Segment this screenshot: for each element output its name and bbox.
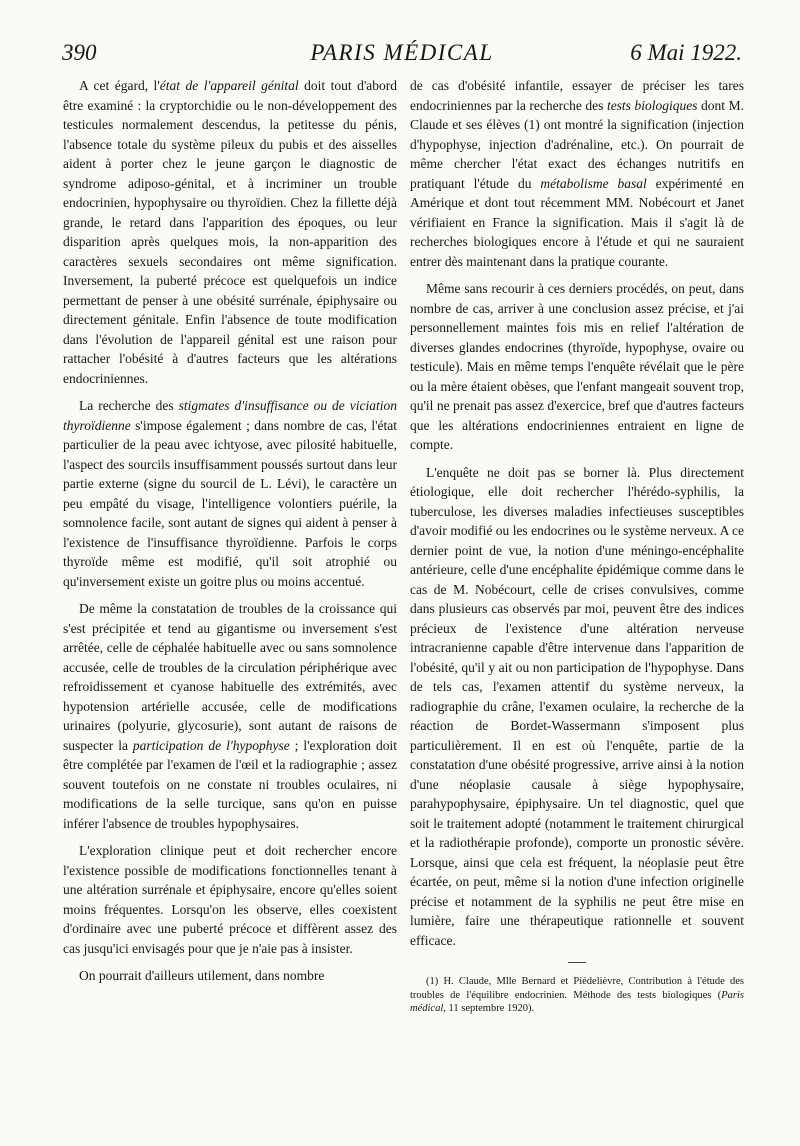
paragraph	[63, 76, 397, 388]
text-run: ; l'exploration doit être complétée par l'examen de l'œil et la radiographie ; assez souvent toutefois on ne constate ni troubles oculaires, ni modifications de la selle turcique, sans qu'on en puisse inférer l'absence de troubles hypophysaires.	[63, 737, 398, 831]
text-run: doit tout d'abord être examiné : la cryptorchidie ou le non-développement des testicules normalement descendus, la petitesse du pénis, l'absence totale du système pileux du pubis et des aisselles aident à porter chez le jeune garçon le diagnostic de syndrome adiposo-génital, et à incriminer un trouble endocrinien, hypophysaire ou thyroïdien. Chez la fillette déjà grande, le retard dans l'apparition des époques, ou leur disparition après quelques mois, la non-apparition des caractères sexuels secondaires ont même signification. Inversement, la puberté précoce est quelquefois un indice permettant de penser à une obésité surrénale, épiphysaire ou directement génitale. Enfin l'absence de toute modification dans l'évolution de l'appareil génital est une raison pour rattacher l'obésité à d'autres facteurs que les altérations endocriniennes.	[63, 78, 397, 386]
right-column	[410, 76, 744, 1016]
italic-text: état de l'appareil génital	[159, 78, 299, 93]
text-run: dont M. Claude et ses élèves (1) ont montré la signification (injection d'hypophyse, injection d'adrénaline, etc.). On pourrait de même chercher l'état exact des échanges nutritifs en pratiquant l'étude du	[410, 97, 744, 191]
text-run: expérimenté en Amérique et dont tout récemment MM. Nobécourt et Janet vérifiaient en France la signification. Mais il s'agit là de recherches biologiques encore à l'étude et qui ne sauraient entrer dès maintenant dans la pratique courante.	[410, 175, 744, 269]
text-run: , 11 septembre 1920).	[443, 1003, 535, 1014]
italic-text: tests biologiques	[606, 97, 698, 113]
italic-text: stigmates d'insuffisance ou de viciation thyroïdienne	[63, 398, 397, 433]
footnote-separator	[568, 962, 586, 963]
paragraph	[410, 279, 744, 455]
text-run: L'enquête ne doit pas se borner là. Plus directement étiologique, elle doit rechercher l'hérédo-syphilis, la tuberculose, les diverses maladies infectieuses susceptibles d'avoir modifié ou les endocrines ou le système nerveux. A ce dernier point de vue, la notion d'une méningo-encéphalite antérieure, celle d'une encéphalite épidémique comme dans le cas de M. Nobécourt, celle de crises convulsives, comme dans plusieurs cas observés par moi, peuvent être des indices précieux de l'existence d'une altération nerveuse intracranienne capable d'être intervenue dans l'apparition de l'obésité, qu'il y ait ou non participation de l'hypophyse. Dans de tels cas, l'examen attentif du système nerveux, la radiographie du crâne, l'examen oculaire, la recherche de la réaction de Bordet-Wassermann s'imposent plus particulièrement. Il en est où l'enquête, partie de la constatation d'une obésité progressive, arrive ainsi à la notion d'une néoplasie causale à siège hypophysaire, parahypophysaire, épiphysaire. Un tel diagnostic, quel que soit le traitement adopté (notamment le traitement chirurgical et la radiothérapie profonde), comporte un pronostic sévère. Lorsque, ainsi que cela est fréquent, la néoplasie peut être écartée, on peut, même si la notion d'une infection originelle précise et notamment de la syphilis ne peut être mise en lumière, faire une thérapeutique rationnelle et souvent efficace.	[410, 464, 744, 948]
text-run: de cas d'obésité infantile, essayer de préciser les tares endocriniennes par la recherche des	[410, 78, 744, 113]
text-run: Même sans recourir à ces derniers procédés, on peut, dans nombre de cas, arriver à une conclusion assez précise, et j'ai personnellement maintes fois mis en relief l'altération de diverses glandes endocrines (thyroïde, hypophyse, ovaire ou testicule). Mais en même temps l'enquête révélait que le père ou la mère étaient obèses, que l'enfant mangeait souvent trop, qu'il ne prenait pas assez d'exercice, bref que d'autres facteurs que les altérations endocriniennes entraient en ligne de compte.	[410, 281, 744, 452]
paragraph	[410, 76, 744, 271]
footnote	[410, 975, 744, 1016]
issue-date: 6 Mai 1922.	[630, 40, 742, 65]
text-run: De même la constatation de troubles de la croissance qui s'est précipitée et tend au gigantisme ou inversement s'est arrêtée, celle de céphalée habituelle avec ou sans somnolence accusée, celle de troubles de la circulation périphérique avec refroidissement et cyanose habituelle des extrémités, avec hypotension artérielle accusée, celle de modifications urinaires (polyurie, glycosurie), sont autant de raisons de suspecter la	[63, 601, 397, 753]
text-run: s'impose également ; dans nombre de cas, l'état particulier de la peau avec ichtyose, avec pilosité habituelle, l'aspect des sourcils insuffisamment poussés surtout dans leur partie externe (signe du sourcil de L. Lévi), le caractère un peu empâté du visage, l'intelligence volontiers puérile, la somnolence facile, sont autant de signes qui aident à penser à l'existence de l'insuffisance thyroïdienne. Parfois le corps thyroïde même est modifié, qu'il soit atrophié ou qu'inversement existe un goitre plus ou moins accentué.	[63, 417, 397, 589]
text-run: A cet égard, l'	[79, 78, 160, 93]
paragraph	[63, 599, 397, 833]
text-run: L'exploration clinique peut et doit rechercher encore l'existence possible de modifications fonctionnelles tenant à une altération surrénale et épiphysaire, encore qu'elles soient moins fréquentes. Lorsqu'on les observe, elles coexistent d'ordinaire avec une puberté précoce et diffèrent assez des cas jusqu'ici envisagés pour que je n'aie pas à insister.	[63, 843, 397, 956]
text-run: (1) H. Claude, Mlle Bernard et Piédelièvre, Contribution à l'étude des troubles de l'équilibre endocrinien. Méthode des tests biologiques (	[410, 976, 744, 1001]
paragraph	[63, 966, 397, 986]
italic-text: métabolisme basal	[540, 175, 647, 191]
journal-title: PARIS MÉDICAL	[310, 40, 494, 65]
left-column	[63, 76, 397, 986]
paragraph	[63, 396, 397, 591]
page-header	[62, 40, 742, 72]
text-run: La recherche des	[79, 398, 179, 413]
italic-text: participation de l'hypophyse	[132, 737, 290, 753]
text-run: On pourrait d'ailleurs utilement, dans nombre	[79, 968, 325, 983]
paragraph	[63, 841, 397, 958]
paragraph	[410, 463, 744, 951]
page-number: 390	[62, 40, 97, 65]
italic-text: Paris médical	[410, 989, 744, 1014]
